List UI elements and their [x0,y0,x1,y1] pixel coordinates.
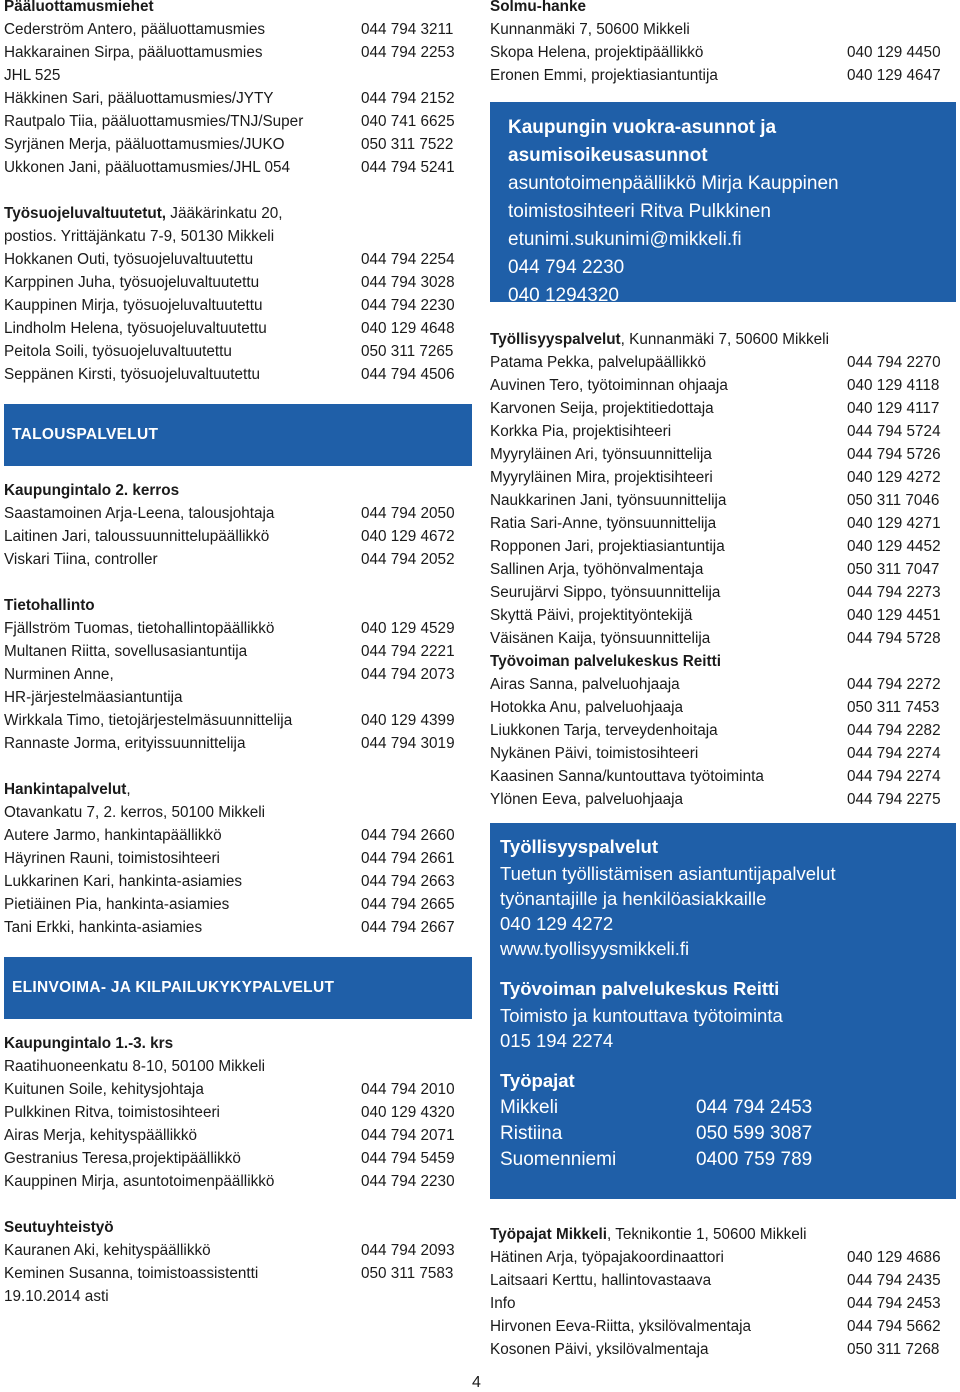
contact-name: Kaasinen Sanna/kuntouttava työtoiminta [490,768,764,785]
contact-name: Hirvonen Eeva-Riitta, yksilövalmentaja [490,1318,752,1335]
contact-name: Wirkkala Timo, tietojärjestelmäsuunnittelija [4,712,293,729]
contact-phone: 050 311 7268 [847,1341,940,1358]
contact-phone: 040 129 4272 [847,469,941,486]
contact-row [4,248,472,271]
section-heading: Työsuojeluvaltuutetut, Jääkärinkatu 20, [4,205,283,222]
contact-phone: 044 794 2071 [361,1127,455,1144]
contact-row [490,627,956,650]
contact-list [490,41,956,87]
contact-row [4,294,472,317]
contact-phone: 044 794 2010 [361,1081,455,1098]
contact-list [4,1239,472,1285]
contact-name: JHL 525 [4,67,61,84]
contact-list [4,617,472,755]
contact-row [4,156,472,179]
contact-row [490,788,956,811]
contact-name: Lukkarinen Kari, hankinta-asiamies [4,873,243,890]
workshop-name: Ristiina [500,1123,563,1144]
contact-name: Kauppinen Mirja, asuntotoimenpäällikkö [4,1173,275,1190]
contact-row [490,1338,956,1361]
contact-list [4,1078,472,1193]
contact-phone: 044 794 2275 [847,791,941,808]
contact-phone: 044 794 2270 [847,354,941,371]
contact-row [4,732,472,755]
contact-name: Peitola Soili, työsuojeluvaltuutettu [4,343,232,360]
contact-phone: 040 129 4117 [847,400,940,417]
workshop-phone: 050 599 3087 [696,1123,813,1144]
address-line: Raatihuoneenkatu 8-10, 50100 Mikkeli [4,1058,266,1075]
contact-phone: 044 794 2073 [361,666,455,683]
contact-name: Karppinen Juha, työsuojeluvaltuutettu [4,274,260,291]
contact-name: Seppänen Kirsti, työsuojeluvaltuutettu [4,366,260,383]
contact-phone: 040 129 4529 [361,620,455,637]
contact-list [490,351,956,650]
contact-list [490,1246,956,1361]
contact-phone: 044 794 2052 [361,551,455,568]
contact-row [490,558,956,581]
contact-name: Tani Erkki, hankinta-asiamies [4,919,203,936]
contact-phone: 044 794 2230 [361,1173,455,1190]
section-banner: TALOUSPALVELUT [4,404,472,466]
contact-name: Ratia Sari-Anne, työnsuunnittelija [490,515,717,532]
contact-name: Auvinen Tero, työtoiminnan ohjaaja [490,377,728,394]
contact-name: Airas Sanna, palveluohjaaja [490,676,680,693]
box-title: Työvoiman palvelukeskus Reitti [500,978,780,999]
box-phone: 044 794 2230 [508,257,625,278]
box-line: Tuetun työllistämisen asiantuntijapalvelut [500,863,836,884]
workshop-name: Mikkeli [500,1097,559,1118]
contact-phone: 044 794 5459 [361,1150,455,1167]
contact-phone: 050 311 7522 [361,136,454,153]
contact-row [490,64,956,87]
section-heading: Pääluottamusmiehet [4,0,154,15]
workshop-list [500,1095,944,1173]
contact-row [4,317,472,340]
box-line: työnantajille ja henkilöasiakkaille [500,888,767,909]
contact-row [4,824,472,847]
contact-name: Patama Pekka, palvelupäällikkö [490,354,706,371]
contact-row [4,110,472,133]
contact-name: Väisänen Kaija, työnsuunnittelija [490,630,711,647]
contact-row [4,617,472,640]
contact-phone: 044 794 2665 [361,896,455,913]
contact-name: Hakkarainen Sirpa, pääluottamusmies [4,44,263,61]
contact-phone: 044 794 2273 [847,584,941,601]
contact-row [490,374,956,397]
address-line: Otavankatu 7, 2. kerros, 50100 Mikkeli [4,804,266,821]
address-line: postios. Yrittäjänkatu 7-9, 50130 Mikkeli [4,228,275,245]
workshop-name: Suomenniemi [500,1149,617,1170]
workshop-row [500,1147,944,1173]
contact-phone: 044 794 2274 [847,745,941,762]
contact-name: Hokkanen Outi, työsuojeluvaltuutettu [4,251,254,268]
contact-list [490,673,956,811]
contact-name: Keminen Susanna, toimistoassistentti [4,1265,259,1282]
contact-row [490,719,956,742]
contact-name: Kuitunen Soile, kehitysjohtaja [4,1081,204,1098]
contact-phone: 044 794 3028 [361,274,455,291]
contact-phone: 044 794 2661 [361,850,455,867]
right-column [490,0,956,1361]
contact-phone: 050 311 7046 [847,492,940,509]
location-line: Kaupungintalo 1.-3. krs [4,1035,174,1052]
contact-name: Gestranius Teresa,projektipäällikkö [4,1150,241,1167]
contact-name: Airas Merja, kehityspäällikkö [4,1127,197,1144]
contact-phone: 050 311 7453 [847,699,940,716]
contact-row [490,535,956,558]
section-heading: Hankintapalvelut, [4,781,131,798]
left-column [4,0,472,1308]
contact-row [4,916,472,939]
contact-name: Rannaste Jorma, erityissuunnittelija [4,735,246,752]
contact-row [490,581,956,604]
website-link[interactable]: www.tyollisyysmikkeli.fi [500,938,690,959]
contact-row [490,696,956,719]
contact-name: Naukkarinen Jani, työnsuunnittelija [490,492,727,509]
contact-phone: 044 794 2050 [361,505,455,522]
contact-name: Skopa Helena, projektipäällikkö [490,44,704,61]
contact-name: Häyrinen Rauni, toimistosihteeri [4,850,220,867]
contact-row [4,64,472,87]
workshop-row [500,1095,944,1121]
contact-phone: 044 794 2254 [361,251,455,268]
contact-row [4,41,472,64]
contact-name: Korkka Pia, projektisihteeri [490,423,672,440]
contact-phone: 040 129 4451 [847,607,941,624]
box-line: toimistosihteeri Ritva Pulkkinen [508,201,771,222]
contact-name: Kosonen Päivi, yksilövalmentaja [490,1341,709,1358]
contact-phone: 040 129 4672 [361,528,455,545]
contact-phone: 044 794 4506 [361,366,455,383]
contact-list [4,824,472,939]
section-heading: Seutuyhteistyö [4,1219,114,1236]
contact-row [4,893,472,916]
email-link[interactable]: etunimi.sukunimi@mikkeli.fi [508,229,742,250]
box-phone: 040 1294320 [508,285,619,306]
contact-row [4,847,472,870]
employment-info-box [490,823,956,1199]
contact-row [4,663,472,686]
box-phone: 015 194 2274 [500,1030,614,1051]
contact-name: Kauranen Aki, kehityspäällikkö [4,1242,211,1259]
contact-name: Sallinen Arja, työhönvalmentaja [490,561,704,578]
contact-phone: 044 794 2663 [361,873,455,890]
contact-row [490,742,956,765]
contact-name: Ropponen Jari, projektiasiantuntija [490,538,725,555]
contact-row [490,1292,956,1315]
contact-row [490,443,956,466]
contact-name: Liukkonen Tarja, terveydenhoitaja [490,722,718,739]
box-line: Toimisto ja kuntouttava työtoiminta [500,1005,783,1026]
contact-name: Autere Jarmo, hankintapäällikkö [4,827,222,844]
contact-row [4,686,472,709]
contact-phone: 044 794 5726 [847,446,941,463]
contact-phone: 044 794 5241 [361,159,455,176]
contact-row [4,548,472,571]
contact-name: Saastamoinen Arja-Leena, talousjohtaja [4,505,275,522]
contact-phone: 040 129 4271 [847,515,941,532]
contact-phone: 040 129 4450 [847,44,941,61]
contact-name: Hätinen Arja, työpajakoordinaattori [490,1249,724,1266]
contact-row [4,363,472,386]
contact-list [4,248,472,386]
contact-name: Lindholm Helena, työsuojeluvaltuutettu [4,320,267,337]
contact-name: Fjällström Tuomas, tietohallintopäällikkö [4,620,275,637]
contact-phone: 044 794 5662 [847,1318,941,1335]
contact-name: Seurujärvi Sippo, työnsuunnittelija [490,584,721,601]
location-line: Kaupungintalo 2. kerros [4,482,180,499]
contact-phone: 040 129 4647 [847,67,941,84]
contact-phone: 040 129 4118 [847,377,940,394]
contact-name: Rautpalo Tiia, pääluottamusmies/TNJ/Super [4,113,304,130]
contact-row [490,512,956,535]
contact-name: Häkkinen Sari, pääluottamusmies/JYTY [4,90,274,107]
contact-row [490,1315,956,1338]
contact-name: Eronen Emmi, projektiasiantuntija [490,67,718,84]
contact-phone: 044 794 2453 [847,1295,941,1312]
workshop-phone: 0400 759 789 [696,1149,813,1170]
contact-name: Myyryläinen Ari, työnsuunnittelija [490,446,712,463]
contact-name: Nurminen Anne, [4,666,114,683]
contact-phone: 044 794 2152 [361,90,455,107]
contact-phone: 044 794 2230 [361,297,455,314]
contact-row [4,1262,472,1285]
contact-name: Ylönen Eeva, palveluohjaaja [490,791,684,808]
contact-name: Pietiäinen Pia, hankinta-asiamies [4,896,230,913]
contact-row [4,133,472,156]
box-title: asumisoikeusasunnot [508,145,708,166]
contact-phone: 044 794 5724 [847,423,941,440]
footer-note: 19.10.2014 asti [4,1288,109,1305]
contact-phone: 044 794 3019 [361,735,455,752]
contact-phone: 044 794 2253 [361,44,455,61]
contact-name: Ukkonen Jani, pääluottamusmies/JHL 054 [4,159,290,176]
contact-phone: 044 794 2221 [361,643,455,660]
section-heading: Työllisyyspalvelut, Kunnanmäki 7, 50600 Mikkeli [490,331,829,348]
contact-row [490,466,956,489]
contact-row [4,87,472,110]
contact-row [490,397,956,420]
contact-name: Pulkkinen Ritva, toimistosihteeri [4,1104,220,1121]
contact-row [490,489,956,512]
contact-name: Syrjänen Merja, pääluottamusmies/JUKO [4,136,285,153]
rental-housing-box [490,102,956,306]
contact-phone: 044 794 2435 [847,1272,941,1289]
contact-phone: 050 311 7047 [847,561,940,578]
contact-row [490,420,956,443]
workshop-row [500,1121,944,1147]
contact-row [4,340,472,363]
section-heading: Solmu-hanke [490,0,587,15]
contact-phone: 044 794 3211 [361,21,454,38]
contact-list [4,18,472,179]
section-heading: Työvoiman palvelukeskus Reitti [490,653,721,670]
contact-row [4,1078,472,1101]
contact-name: Viskari Tiina, controller [4,551,158,568]
workshop-phone: 044 794 2453 [696,1097,813,1118]
contact-row [490,604,956,627]
box-title: Työpajat [500,1070,575,1091]
contact-name: HR-järjestelmäasiantuntija [4,689,183,706]
contact-phone: 040 129 4399 [361,712,455,729]
contact-name: Laitsaari Kerttu, hallintovastaava [490,1272,712,1289]
contact-name: Multanen Riitta, sovellusasiantuntija [4,643,248,660]
contact-row [4,870,472,893]
contact-row [490,41,956,64]
box-title: Työllisyyspalvelut [500,836,658,857]
contact-row [4,640,472,663]
box-phone: 040 129 4272 [500,913,614,934]
contact-row [4,1239,472,1262]
contact-row [4,18,472,41]
contact-phone: 050 311 7583 [361,1265,454,1282]
contact-row [4,502,472,525]
section-banner: ELINVOIMA- JA KILPAILUKYKYPALVELUT [4,957,472,1019]
contact-name: Kauppinen Mirja, työsuojeluvaltuutettu [4,297,263,314]
contact-phone: 040 129 4648 [361,320,455,337]
contact-phone: 044 794 2282 [847,722,941,739]
contact-phone: 044 794 2093 [361,1242,455,1259]
box-line: asuntotoimenpäällikkö Mirja Kauppinen [508,173,839,194]
contact-row [490,1246,956,1269]
address-line: Kunnanmäki 7, 50600 Mikkeli [490,21,690,38]
contact-phone: 040 129 4686 [847,1249,941,1266]
contact-name: Laitinen Jari, taloussuunnittelupäällikkö [4,528,270,545]
contact-row [4,1101,472,1124]
contact-row [4,1147,472,1170]
contact-phone: 044 794 2274 [847,768,941,785]
page-number: 4 [472,1374,481,1391]
section-heading: Työpajat Mikkeli, Teknikontie 1, 50600 Mikkeli [490,1226,807,1243]
contact-row [490,1269,956,1292]
contact-phone: 044 794 2667 [361,919,455,936]
section-heading: Tietohallinto [4,597,95,614]
contact-phone: 040 741 6625 [361,113,455,130]
contact-list [4,502,472,571]
contact-row [4,525,472,548]
contact-name: Skyttä Päivi, projektityöntekijä [490,607,693,624]
box-title: Kaupungin vuokra-asunnot ja [508,117,777,138]
contact-phone: 044 794 2660 [361,827,455,844]
contact-phone: 050 311 7265 [361,343,454,360]
contact-name: Cederström Antero, pääluottamusmies [4,21,266,38]
contact-phone: 044 794 5728 [847,630,941,647]
contact-name: Nykänen Päivi, toimistosihteeri [490,745,699,762]
contact-row [490,765,956,788]
contact-phone: 040 129 4452 [847,538,941,555]
contact-row [4,709,472,732]
contact-row [4,1170,472,1193]
contact-row [4,1124,472,1147]
contact-name: Karvonen Seija, projektitiedottaja [490,400,714,417]
contact-phone: 044 794 2272 [847,676,941,693]
contact-row [4,271,472,294]
contact-row [490,673,956,696]
contact-row [490,351,956,374]
contact-phone: 040 129 4320 [361,1104,455,1121]
contact-name: Myyryläinen Mira, projektisihteeri [490,469,713,486]
contact-name: Hotokka Anu, palveluohjaaja [490,699,684,716]
contact-name: Info [490,1295,516,1312]
